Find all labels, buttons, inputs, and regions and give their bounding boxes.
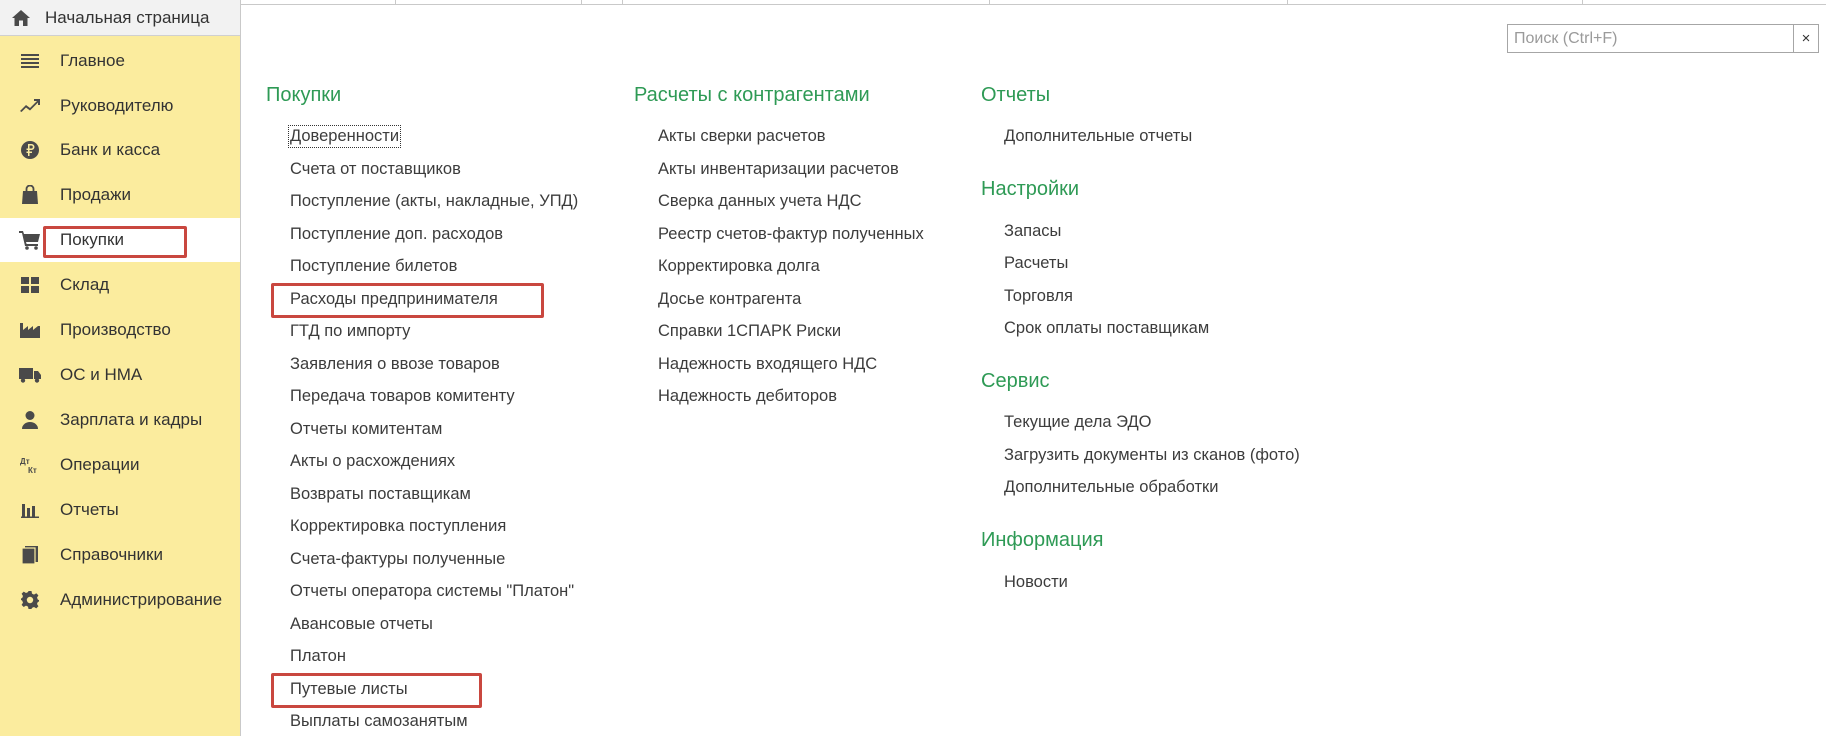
link-self-employed-payments[interactable]: Выплаты самозанятым <box>290 712 468 730</box>
bar-chart-icon <box>18 498 42 522</box>
link-consignor-reports[interactable]: Отчеты комитентам <box>290 420 443 438</box>
highlight-frame <box>271 283 544 318</box>
section-title-settings: Настройки <box>981 178 1080 200</box>
sidebar-item-administration[interactable] <box>0 578 240 622</box>
sidebar-item-label: Операции <box>60 455 140 474</box>
sidebar-item-label: Зарплата и кадры <box>60 410 203 429</box>
list-icon <box>18 49 42 73</box>
sidebar-item-production[interactable] <box>0 308 240 352</box>
sidebar-item-payroll[interactable] <box>0 398 240 442</box>
sidebar-item-label: Справочники <box>60 545 163 564</box>
tab-strip <box>241 0 1826 5</box>
highlight-frame <box>43 226 187 258</box>
link-transfer-to-consignor[interactable]: Передача товаров комитенту <box>290 387 515 405</box>
search-input[interactable] <box>1508 25 1793 52</box>
sidebar-item-label: Склад <box>60 275 110 294</box>
sidebar-item-reports[interactable] <box>0 488 240 532</box>
sidebar-item-main[interactable] <box>0 39 240 83</box>
sidebar-item-operations[interactable] <box>0 443 240 487</box>
sidebar-item-label: ОС и НМА <box>60 365 143 384</box>
search-clear-button[interactable]: × <box>1794 24 1819 53</box>
link-entrepreneur-expenses[interactable]: Расходы предпринимателя <box>290 290 498 308</box>
sidebar-item-label: Отчеты <box>60 500 119 519</box>
trend-icon <box>18 94 42 118</box>
link-edo-tasks[interactable]: Текущие дела ЭДО <box>1004 413 1152 431</box>
sidebar-home[interactable] <box>0 0 240 36</box>
sidebar-item-label: Руководителю <box>60 96 174 115</box>
sidebar-item-manager[interactable] <box>0 84 240 128</box>
link-spark-risks[interactable]: Справки 1СПАРК Риски <box>658 322 842 340</box>
link-vat-reconciliation[interactable]: Сверка данных учета НДС <box>658 192 862 210</box>
link-inventory-acts[interactable]: Акты инвентаризации расчетов <box>658 160 899 178</box>
shopping-bag-icon <box>18 183 42 207</box>
svg-text:Кт: Кт <box>28 466 37 475</box>
highlight-frame <box>271 673 482 708</box>
sidebar-item-label: Покупки <box>60 230 124 249</box>
link-discrepancy-acts[interactable]: Акты о расхождениях <box>290 452 456 470</box>
warehouse-grid-icon <box>18 273 42 297</box>
link-ticket-receipts[interactable]: Поступление билетов <box>290 257 458 275</box>
cart-icon <box>18 228 42 252</box>
sidebar-item-directories[interactable] <box>0 533 240 577</box>
section-title-reports: Отчеты <box>981 84 1051 106</box>
link-news[interactable]: Новости <box>1004 573 1068 591</box>
debit-credit-icon <box>18 453 42 477</box>
sidebar-item-sales[interactable] <box>0 173 240 217</box>
factory-icon <box>18 318 42 342</box>
svg-text:Дт: Дт <box>20 457 30 466</box>
link-import-applications[interactable]: Заявления о ввозе товаров <box>290 355 500 373</box>
link-additional-processing[interactable]: Дополнительные обработки <box>1004 478 1219 496</box>
section-title-settlements: Расчеты с контрагентами <box>634 84 870 106</box>
link-additional-expenses[interactable]: Поступление доп. расходов <box>290 225 504 243</box>
link-reconciliation-acts[interactable]: Акты сверки расчетов <box>658 127 826 145</box>
sidebar-home-label: Начальная страница <box>45 7 210 27</box>
link-debtor-reliability[interactable]: Надежность дебиторов <box>658 387 837 405</box>
search-box <box>1507 24 1794 53</box>
gear-icon <box>18 588 42 612</box>
sidebar <box>0 0 241 736</box>
link-supplier-invoices[interactable]: Счета от поставщиков <box>290 160 461 178</box>
section-title-service: Сервис <box>981 370 1050 392</box>
books-icon <box>18 543 42 567</box>
sidebar-item-label: Администрирование <box>60 590 223 609</box>
link-settings-trade[interactable]: Торговля <box>1004 287 1073 305</box>
home-icon <box>11 8 31 28</box>
sidebar-item-label: Производство <box>60 320 171 339</box>
link-settings-settlements[interactable]: Расчеты <box>1004 254 1069 272</box>
link-platon-operator-reports[interactable]: Отчеты оператора системы "Платон" <box>290 582 575 600</box>
sidebar-item-bank[interactable] <box>0 128 240 172</box>
link-counterparty-dossier[interactable]: Досье контрагента <box>658 290 802 308</box>
link-advance-reports[interactable]: Авансовые отчеты <box>290 615 433 633</box>
section-title-purchases: Покупки <box>266 84 342 106</box>
link-additional-reports[interactable]: Дополнительные отчеты <box>1004 127 1193 145</box>
link-receipt-adjustment[interactable]: Корректировка поступления <box>290 517 507 535</box>
link-receipts[interactable]: Поступление (акты, накладные, УПД) <box>290 192 579 210</box>
sidebar-item-label: Банк и касса <box>60 140 161 159</box>
sidebar-item-fixed-assets[interactable] <box>0 353 240 397</box>
section-title-info: Информация <box>981 529 1104 551</box>
link-load-from-scans[interactable]: Загрузить документы из сканов (фото) <box>1004 446 1300 464</box>
sidebar-item-label: Главное <box>60 51 125 70</box>
link-supplier-returns[interactable]: Возвраты поставщикам <box>290 485 471 503</box>
link-settings-stock[interactable]: Запасы <box>1004 222 1062 240</box>
truck-icon <box>18 363 42 387</box>
link-import-declarations[interactable]: ГТД по импорту <box>290 322 411 340</box>
person-icon <box>18 408 42 432</box>
sidebar-item-warehouse[interactable] <box>0 263 240 307</box>
link-powers-of-attorney[interactable]: Доверенности <box>290 127 400 145</box>
link-debt-adjustment[interactable]: Корректировка долга <box>658 257 820 275</box>
link-waybills[interactable]: Путевые листы <box>290 680 408 698</box>
link-platon[interactable]: Платон <box>290 647 346 665</box>
ruble-coin-icon <box>18 138 42 162</box>
link-incoming-vat-reliability[interactable]: Надежность входящего НДС <box>658 355 878 373</box>
link-settings-payment-terms[interactable]: Срок оплаты поставщикам <box>1004 319 1210 337</box>
sidebar-item-label: Продажи <box>60 185 131 204</box>
link-invoice-register[interactable]: Реестр счетов-фактур полученных <box>658 225 924 243</box>
link-received-invoices[interactable]: Счета-фактуры полученные <box>290 550 506 568</box>
